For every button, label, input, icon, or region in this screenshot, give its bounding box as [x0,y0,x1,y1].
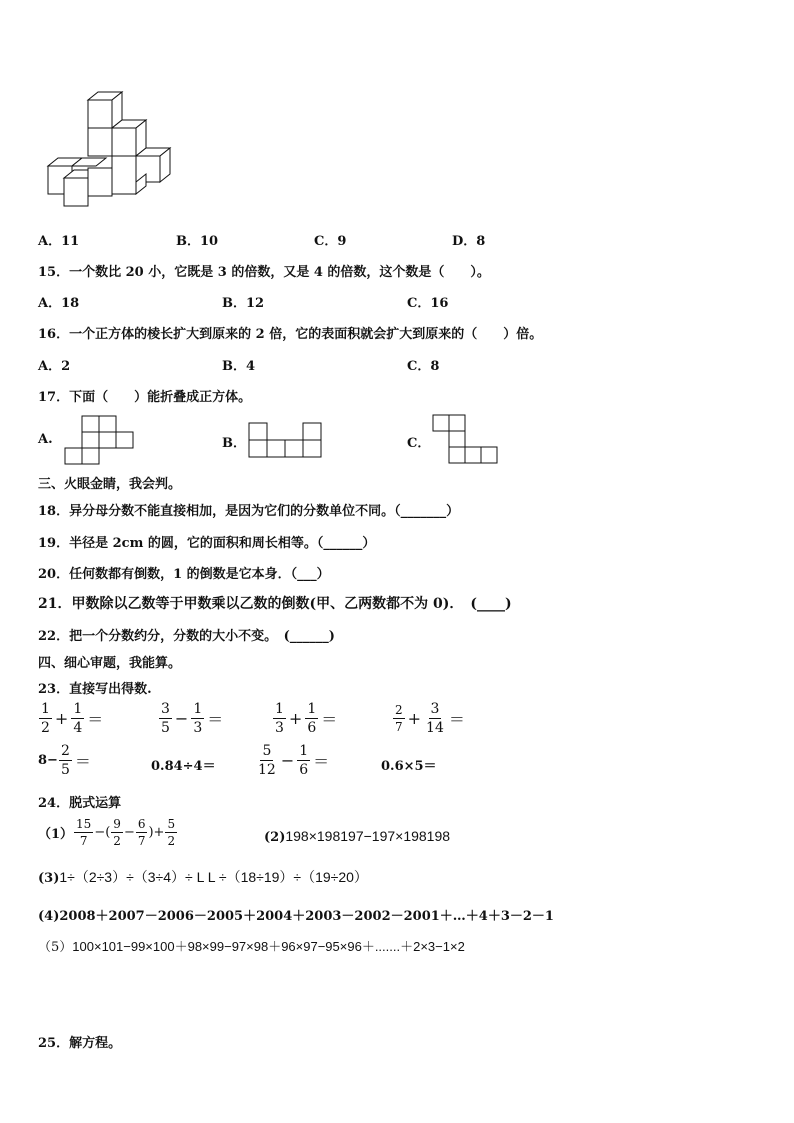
q14-option-b: B．10 [176,234,219,249]
q15-option-a: A．18 [38,296,80,311]
q24-part-3: (3)1÷（2÷3）÷（3÷4）÷ L L ÷（18÷19）÷（19÷20） [38,869,368,886]
q14-option-c: C．9 [314,234,347,249]
q15-option-b: B．12 [222,296,265,311]
section-4-heading: 四、细心审题，我能算。 [38,656,182,671]
q17-option-b-label: B． [222,436,246,451]
q23-title: 23．直接写出得数. [38,682,152,697]
q16-question: 16．一个正方体的棱长扩大到原来的 2 倍，它的表面积就会扩大到原来的（ ）倍。 [38,327,543,342]
q23-item-6: 0.84÷4＝ [151,759,216,774]
q18-statement: 18．异分母分数不能直接相加，是因为它们的分数单位不同。（_______） [38,504,460,519]
q23-item-1: $\frac{1}{2}$ + $\frac{1}{4}$ ＝ [41,701,104,736]
cube-net-b [248,422,328,458]
q16-option-c: C．8 [407,359,440,374]
q23-item-8: 0.6×5＝ [381,759,437,774]
q16-option-a: A．2 [38,359,71,374]
q15-option-c: C．16 [407,296,449,311]
q17-question: 17．下面（ ）能折叠成正方体。 [38,390,252,405]
q14-option-a: A．11 [38,234,80,249]
q16-option-b: B．4 [222,359,256,374]
q23-item-4: $\frac{2}{7}$ + $\frac{3}{14}$ ＝ [395,701,465,736]
q14-option-d: D．8 [452,234,486,249]
q24-title: 24．脱式运算 [38,796,122,811]
q19-statement: 19．半径是 2cm 的圆，它的面积和周长相等。（______） [38,536,376,551]
q23-item-3: $\frac{1}{3}$ + $\frac{1}{6}$ ＝ [275,701,338,736]
q23-item-2: $\frac{3}{5}$ − $\frac{1}{3}$ ＝ [161,701,224,736]
section-3-heading: 三、火眼金睛，我会判。 [38,477,182,492]
q22-statement: 22．把一个分数约分，分数的大小不变。 (______) [38,629,335,644]
q24-part-5: （5）100×101−99×100＋98×99−97×98＋96×97−95×96＋.......＋2×3−1×2 [38,939,465,955]
q23-item-7: $\frac{5}{12}$ − $\frac{1}{6}$ ＝ [258,743,330,778]
q23-item-5: 8− $\frac{2}{5}$ ＝ [38,743,91,778]
q25-title: 25．解方程。 [38,1036,122,1051]
q15-question: 15．一个数比 20 小，它既是 3 的倍数，又是 4 的倍数，这个数是（ ）。 [38,265,490,280]
q21-statement: 21．甲数除以乙数等于甲数乘以乙数的倒数(甲、乙两数都不为 0)． (____) [38,596,512,612]
q20-statement: 20．任何数都有倒数，1 的倒数是它本身．（___） [38,567,330,582]
cube-stack-figure [40,88,190,213]
q24-part-2: (2)198×198197−197×198198 [264,828,451,845]
q24-part-4: (4)2008＋2007－2006－2005＋2004＋2003－2002－2001＋…＋4＋3－2－1 [38,909,554,924]
q24-part-1: （1） $\frac{15}{7}$ −( $\frac{9}{2}$ − $\frac{6}{7}$ )+ $\frac{5}{2}$ [38,817,176,848]
cube-net-c [432,414,502,466]
q17-option-c-label: C． [407,436,431,451]
q17-option-a-label: A. [38,432,53,447]
cube-net-a [64,416,136,466]
